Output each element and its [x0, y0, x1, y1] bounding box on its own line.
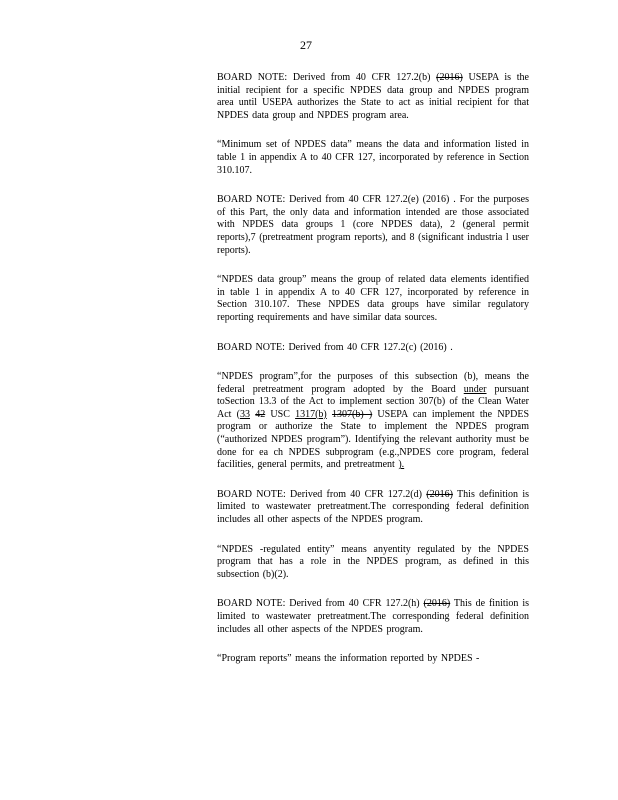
inserted-text: ). [398, 459, 405, 471]
paragraph-text: BOARD NOTE: Derived from 40 CFR 127.2(b) [217, 72, 437, 83]
paragraph-def-npdes-data-group [217, 274, 529, 324]
inserted-text: 33 [239, 408, 250, 420]
page-number: 27 [300, 38, 312, 52]
paragraph-def-program-reports [217, 653, 529, 666]
deleted-text: (2016) [423, 598, 451, 610]
paragraph-text: “NPDES program”,for the purposes of this subsection (b), means the federal pretreatment program adopted by the Board [217, 371, 529, 395]
paragraph-text: “NPDES -regulated entity” means anyentity regulated by the NPDES program that has a role in the NPDES program, as defined in this subsection (b)(2). [217, 543, 529, 580]
paragraph-text: “NPDES data group” means the group of related data elements identified in table 1 in appendix A to 40 CFR 127, incorporated by reference in Section 310.107. These NPDES data groups have similar regulatory reporting requirements and have similar data sources. [217, 274, 529, 323]
deleted-text: (2016) [436, 72, 463, 83]
paragraph-def-npdes-regulated-entity [217, 544, 529, 582]
paragraph-text: “Minimum set of NPDES data” means the data and information listed in table 1 in appendix A to 40 CFR 127, incorporated by reference in Section 310.107. [217, 139, 529, 176]
document-body [217, 72, 529, 683]
paragraph-text: This de finition is limited to wastewater pretreatment.The corresponding federal definition includes all other aspects of the NPDES program. [217, 598, 529, 635]
deleted-text: 42 [255, 408, 266, 420]
paragraph-text: USEPA can implement the NPDES program or authorize the State to implement the NPDES program (“authorized NPDES program”). Identifying the relevant authority must be done for ea ch NPDES subprogram (e.g.,NPDES core program, federal facilities, general permits, and pretreatment [217, 408, 530, 471]
paragraph-text: “Program reports” means the information reported by NPDES - [217, 653, 480, 665]
paragraph-text: USC [265, 408, 296, 420]
paragraph-text: BOARD NOTE: Derived from 40 CFR 127.2(d) [217, 488, 427, 500]
paragraph-board-note-5 [217, 598, 529, 636]
paragraph-text: This definition is limited to wastewater pretreatment.The corresponding federal definition includes all other aspects of the NPDES program. [217, 488, 529, 526]
paragraph-text: BOARD NOTE: Derived from 40 CFR 127.2(e) (2016) . For the purposes of this Part, the only data and information intended are those associated with NPDES data groups 1 (core NPDES data), 2 (general permit reports),7 (pretreatment program reports), and 8 (significant industria l user reports). [217, 194, 529, 256]
deleted-text: (2016) [426, 488, 453, 500]
paragraph-board-note-2 [217, 194, 529, 257]
inserted-text: 1317(b) [295, 408, 327, 420]
paragraph-board-note-3 [217, 342, 529, 355]
paragraph-board-note-4 [217, 489, 529, 527]
paragraph-text: BOARD NOTE: Derived from 40 CFR 127.2(c) (2016) . [217, 341, 453, 353]
paragraph-text: pursuant toSection 13.3 of the Act to implement section 307(b) of the Clean Water Act ( [217, 383, 529, 420]
inserted-text: under [463, 383, 487, 395]
deleted-text: 1307(b) ) [331, 408, 373, 420]
paragraph-board-note-1 [217, 72, 529, 122]
paragraph-text: BOARD NOTE: Derived from 40 CFR 127.2(h) [217, 598, 424, 610]
paragraph-def-minimum-set [217, 139, 529, 177]
paragraph-text: USEPA is the initial recipient for a specific NPDES data group and NPDES program area until USEPA authorizes the State to act as initial recipient for that NPDES data group and NPDES program area. [217, 72, 529, 121]
paragraph-def-npdes-program [217, 371, 529, 472]
